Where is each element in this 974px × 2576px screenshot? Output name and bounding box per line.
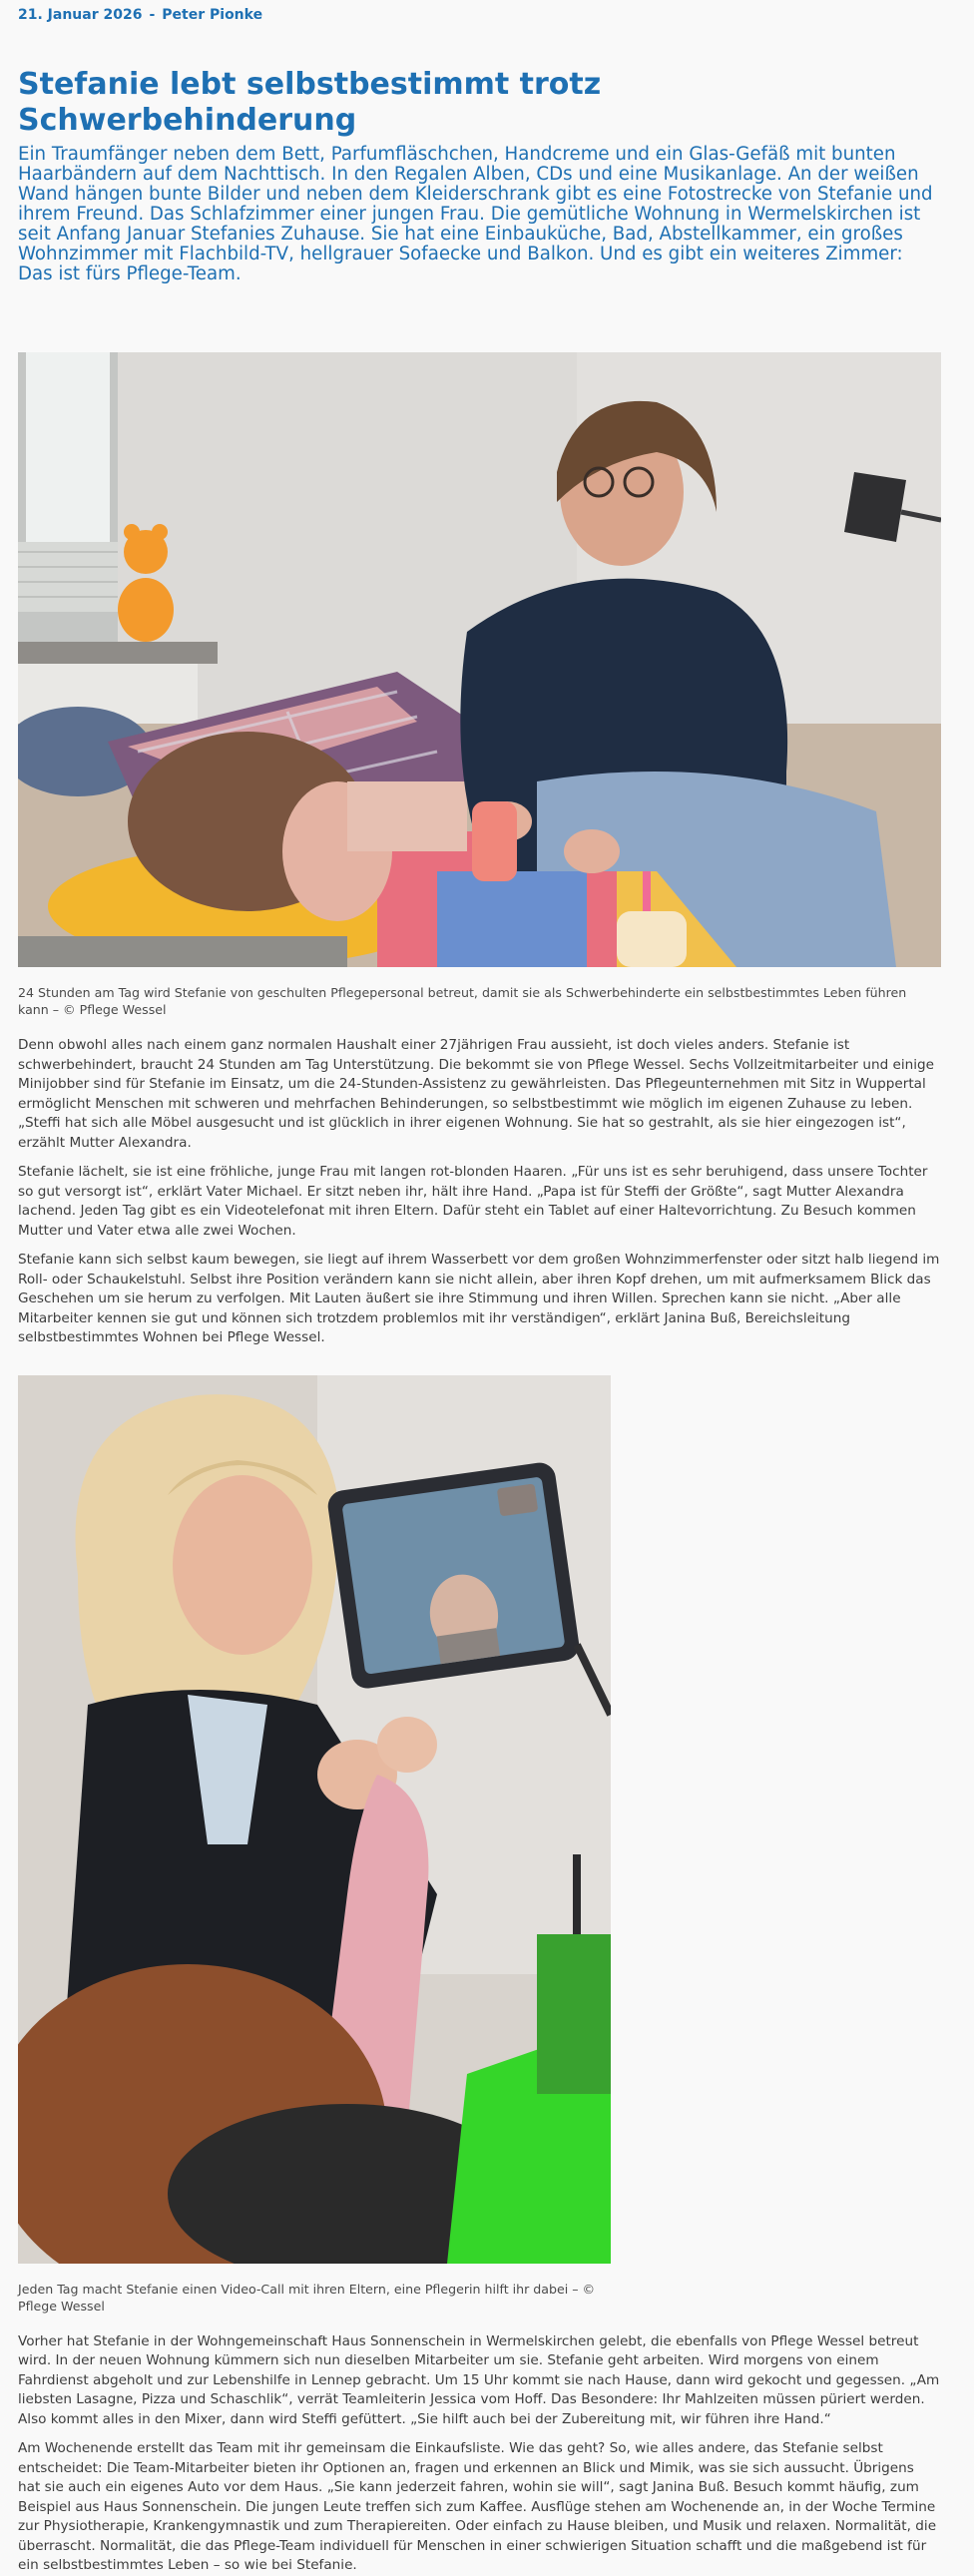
publish-date: 21. Januar 2026 <box>18 7 143 23</box>
article-body-1 <box>18 1036 940 1348</box>
paragraph: Vorher hat Stefanie in der Wohngemeinschaft Haus Sonnenschein in Wermelskirchen gelebt, die ebenfalls von Pflege Wessel betreut wird. In der neuen Wohnung kümmern sich nun dieselben Mitarbeiter um sie. Stefanie geht arbeiten. Wird morgens von einem Fahrdienst abgeholt und zur Lebenshilfe in Lennep gebracht. Um 15 Uhr kommt sie nach Hause, dann wird gekocht und gegessen. „Am liebsten Lasagne, Pizza und Schaschlik“, verrät Teamleiterin Jessica vom Hoff. Das Besondere: Ihr Mahlzeiten müssen püriert werden. Also kommt alles in den Mixer, dann wird Steffi gefüttert. „Sie hilft auch bei der Zubereitung mit, wir führen ihre Hand.“ <box>18 2332 940 2427</box>
paragraph: Denn obwohl alles nach einem ganz normalen Haushalt einer 27jährigen Frau aussieht, ist doch vieles anders. Stefanie ist schwerbehindert, braucht 24 Stunden am Tag Unterstützung. Die bekommt sie von Pflege Wessel. Sechs Vollzeitmitarbeiter und einige Minijobber sind für Stefanie im Einsatz, um die 24-Stunden-Assistenz zu gewährleisten. Das Pflegeunternehmen mit Sitz in Wuppertal ermöglicht Menschen mit schweren und mehrfachen Behinderungen, so selbstbestimmt wie möglich im eigenen Zuhause zu leben. „Steffi hat sich alle Möbel ausgesucht und ist glücklich in ihrer eigenen Wohnung. Sie hat so gestrahlt, als sie hier eingezogen ist“, erzählt Mutter Alexandra. <box>18 1037 935 1151</box>
photo-video-call <box>18 1375 611 2264</box>
article-lead: Ein Traumfänger neben dem Bett, Parfumfläschchen, Handcreme und ein Glas-Gefäß mit bunten Haarbändern auf dem Nachttisch. In den Regalen Alben, CDs und eine Musikanlage. An der weißen Wand hängen bunte Bilder und neben dem Kleiderschrank gibt es eine Fotostrecke von Stefanie und ihrem Freund. Das Schlafzimmer einer jungen Frau. Die gemütliche Wohnung in Wermelskirchen ist seit Anfang Januar Stefanies Zuhause. Sie hat eine Einbauküche, Bad, Abstellkammer, ein großes Wohnzimmer mit Flachbild-TV, hellgrauer Sofaecke und Balkon. Und es gibt ein weiteres Zimmer: Das ist fürs Pflege-Team. <box>18 144 933 284</box>
paragraph: Stefanie lächelt, sie ist eine fröhliche, junge Frau mit langen rot-blonden Haaren. „Für uns ist es sehr beruhigend, dass unsere Tochter so gut versorgt ist“, erklärt Vater Michael. Er sitzt neben ihr, hält ihre Hand. „Papa ist für Steffi der Größte“, sagt Mutter Alexandra lachend. Jeden Tag gibt es ein Videotelefonat mit ihren Eltern. Dafür steht ein Tablet auf einer Haltevorrichtung. Zu Besuch kommen Mutter und Vater etwa alle zwei Wochen. <box>18 1164 928 1239</box>
article-meta <box>18 0 940 51</box>
article-body-2 <box>18 2332 940 2576</box>
paragraph: Am Wochenende erstellt das Team mit ihr gemeinsam die Einkaufsliste. Wie das geht? So, wie alles andere, das Stefanie selbst entscheidet: Die Team-Mitarbeiter bieten ihr Optionen an, fragen und erkennen an Blick und Mimik, was sie sich aussucht. Übrigens hat sie auch ein eigenes Auto vor dem Haus. „Sie kann jederzeit fahren, wohin sie will“, sagt Janina Buß. Besuch kommt häufig, zum Beispiel aus Haus Sonnenschein. Die jungen Leute treffen sich zum Kaffee. Ausflüge stehen am Wochenende an, in der Woche Termine zur Physiotherapie, Krankengymnastik und zum Therapiereiten. Oder einfach zu Hause bleiben, und Musik und relaxen. Normalität, die überrascht. Normalität, die das Pflege-Team individuell für Menschen in einer schwierigen Situation schafft und die maßgebend ist für ein selbstbestimmtes Leben – so wie bei Stefanie. <box>18 2440 937 2573</box>
figure-1 <box>18 352 940 1018</box>
figure-2-caption: Jeden Tag macht Stefanie einen Video-Call mit ihren Eltern, eine Pflegerin hilft ihr dabei – © Pflege Wessel <box>18 2281 596 2314</box>
paragraph: Stefanie kann sich selbst kaum bewegen, sie liegt auf ihrem Wasserbett vor dem großen Wohnzimmerfenster oder sitzt halb liegend im Roll- oder Schaukelstuhl. Selbst ihre Position verändern kann sie nicht allein, aber ihren Kopf drehen, um mit aufmerksamem Blick das Geschehen um sie herum zu verfolgen. Mit Lauten äußert sie ihre Stimmung und ihren Willen. Sprechen kann sie nicht. „Aber alle Mitarbeiter kennen sie gut und können sich trotzdem problemlos mit ihr verständigen“, erklärt Janina Buß, Bereichsleitung selbstbestimmtes Wohnen bei Pflege Wessel. <box>18 1252 940 1345</box>
meta-separator: - <box>149 7 156 23</box>
figure-1-caption: 24 Stunden am Tag wird Stefanie von geschulten Pflegepersonal betreut, damit sie als Schwerbehinderte ein selbstbestimmtes Leben führen kann – © Pflege Wessel <box>18 985 907 1017</box>
article-title: Stefanie lebt selbstbestimmt trotz Schwerbehinderung <box>18 67 602 138</box>
photo-caregiver-with-stefanie <box>18 352 941 967</box>
figure-2 <box>18 1375 940 2315</box>
author-link[interactable]: Peter Pionke <box>162 7 263 23</box>
